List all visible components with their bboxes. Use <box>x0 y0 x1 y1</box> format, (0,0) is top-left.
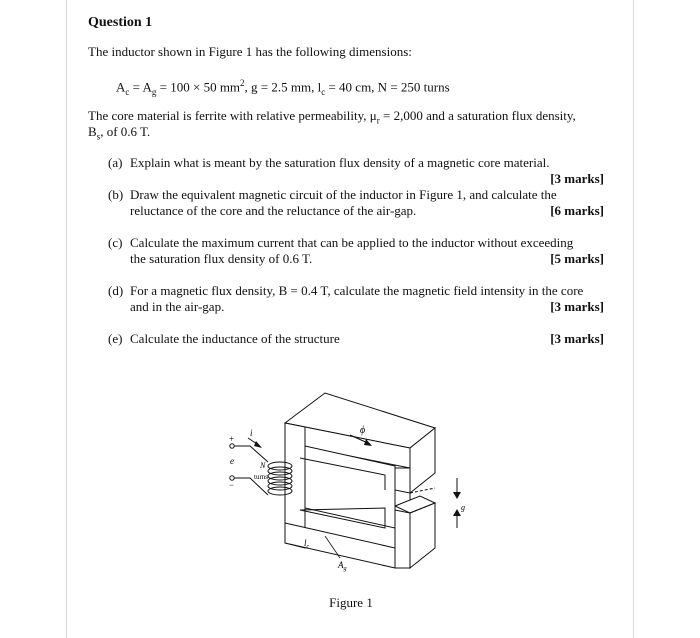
label-core-length-l: l <box>304 538 307 548</box>
core-mu-sub: r <box>376 115 380 126</box>
dim-ac: A <box>116 79 126 95</box>
part-e-marks: [3 marks] <box>550 331 604 346</box>
core-description-line1 <box>88 108 576 129</box>
part-b-line1: Draw the equivalent magnetic circuit of the inductor in Figure 1, and calculate the <box>130 187 557 202</box>
part-d-line1: For a magnetic flux density, B = 0.4 T, calculate the magnetic field intensity in the core <box>130 283 584 298</box>
core-line2-sub: s <box>96 131 101 142</box>
part-b-label: (b) <box>108 187 124 202</box>
label-plus: + <box>229 434 235 444</box>
label-area-a: A <box>338 560 344 570</box>
label-turns-word: turns <box>254 473 268 481</box>
core-line2-b: B <box>88 124 97 139</box>
gap-arrowhead-bottom <box>453 509 461 516</box>
label-current: i <box>250 428 253 438</box>
part-d-marks: [3 marks] <box>550 299 604 314</box>
part-b-line2: reluctance of the core and the reluctance of the air-gap. <box>130 203 417 218</box>
terminal-top <box>230 444 234 448</box>
dimensions-line <box>116 75 450 100</box>
part-c-line1: Calculate the maximum current that can be applied to the inductor without exceeding <box>130 235 574 250</box>
inductor-figure <box>220 378 480 578</box>
part-a-line1: Explain what is meant by the saturation flux density of a magnetic core material. <box>130 155 550 170</box>
current-arrowhead <box>254 441 262 448</box>
dim-ag-sub: g <box>151 86 157 97</box>
dim-eq1: = A <box>129 79 152 95</box>
core-line1-end: = 2,000 and a saturation flux density, <box>379 108 576 123</box>
figure-caption: Figure 1 <box>329 595 373 610</box>
dim-ac-sub: c <box>125 86 130 97</box>
dim-lc-sub: c <box>321 86 326 97</box>
question-intro: The inductor shown in Figure 1 has the following dimensions: <box>88 44 412 59</box>
core-line1: The core material is ferrite with relative permeability, μ <box>88 108 377 123</box>
core-right-upper-front <box>395 468 410 493</box>
label-emf: e <box>230 456 234 466</box>
part-e-line1: Calculate the inductance of the structure <box>130 331 340 346</box>
gap-arrowhead-top <box>453 492 461 499</box>
label-area <box>337 560 347 572</box>
label-flux: ϕ <box>360 425 366 436</box>
label-gap: g <box>461 503 465 512</box>
part-c-label: (c) <box>108 235 123 250</box>
label-turns-n: N <box>260 461 266 470</box>
dim-eq3: , g = 2.5 mm, l <box>244 79 322 95</box>
part-e-label: (e) <box>108 331 123 346</box>
core-description-line2 <box>88 124 150 145</box>
lead-wire-top <box>234 446 268 462</box>
core-right-lower-side <box>410 503 435 568</box>
dim-sup: 2 <box>240 78 245 88</box>
part-c-line2: the saturation flux density of 0.6 T. <box>130 251 313 266</box>
core-right-lower-front <box>395 510 410 568</box>
label-core-length-sub: c <box>306 544 310 550</box>
label-minus: − <box>229 480 235 490</box>
part-b-marks: [6 marks] <box>550 203 604 218</box>
part-d-label: (d) <box>108 283 124 298</box>
part-a-marks: [3 marks] <box>550 171 604 186</box>
label-area-sub: g <box>343 566 347 572</box>
part-a-label: (a) <box>108 155 123 170</box>
dim-eq2: = 100 × 50 mm <box>156 79 241 95</box>
core-line2-end: , of 0.6 T. <box>100 124 151 139</box>
dim-eq4: = 40 cm, N = 250 turns <box>325 79 450 95</box>
part-d-line2: and in the air-gap. <box>130 299 225 314</box>
question-title: Question 1 <box>88 15 153 30</box>
part-c-marks: [5 marks] <box>550 251 604 266</box>
